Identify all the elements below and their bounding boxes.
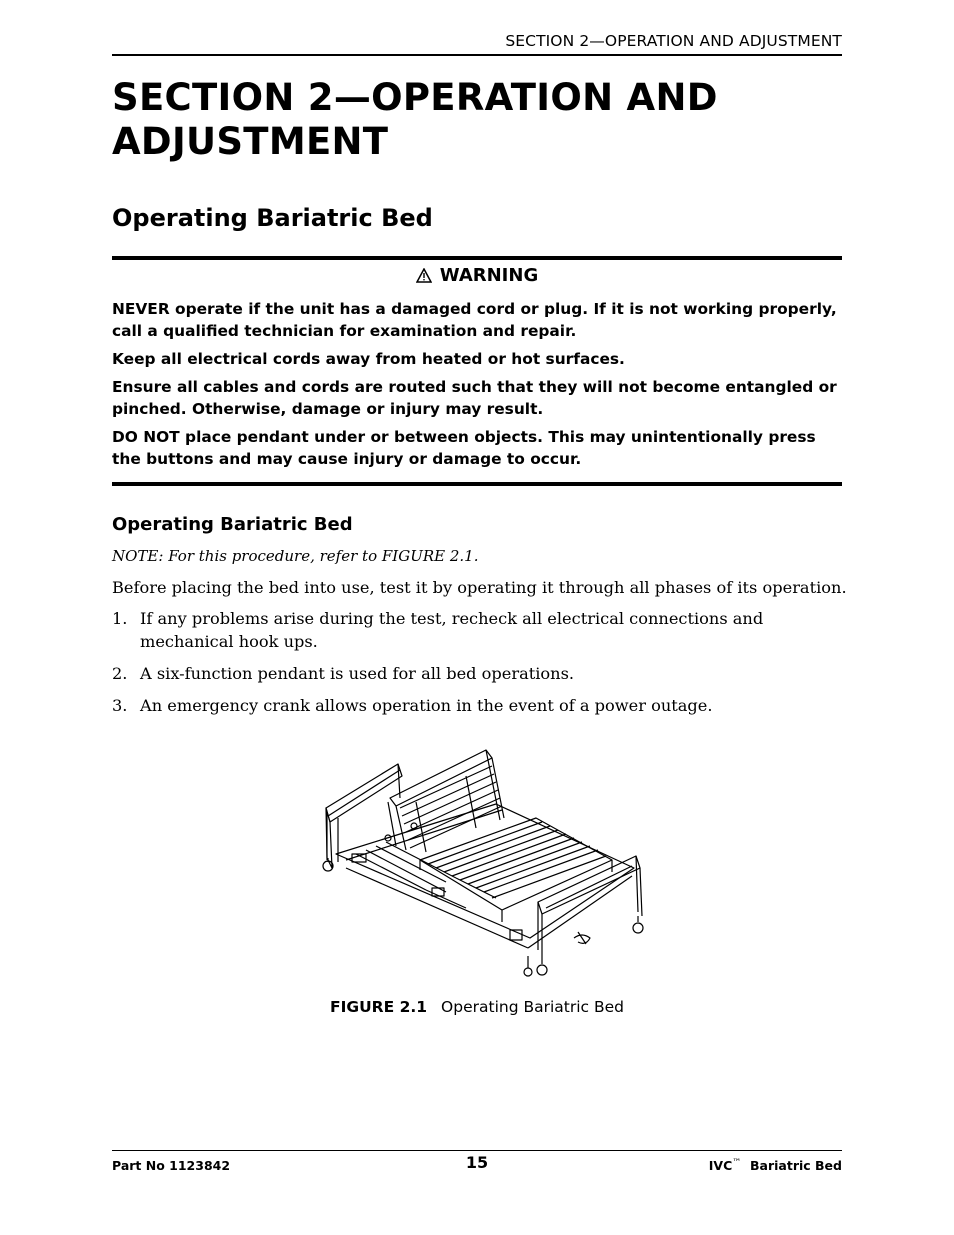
warning-block [112, 298, 842, 476]
warning-bottom-rule [112, 482, 842, 486]
warning-item: Ensure all cables and cords are routed such that they will not become entangled or pinched. Otherwise, damage or injury may result. [112, 378, 837, 418]
procedure-note: NOTE: For this procedure, refer to FIGURE 2.1. [112, 547, 479, 565]
page-number: 15 [465, 1153, 489, 1172]
warning-heading [112, 265, 842, 286]
list-item: 3. An emergency crank allows operation in the event of a power outage. [112, 696, 713, 715]
page-title-line-1: SECTION 2—OPERATION AND [112, 76, 718, 119]
warning-triangle-icon [416, 268, 432, 283]
header-rule [112, 54, 842, 56]
warning-heading-label: WARNING [439, 265, 539, 286]
figure-caption-text: Operating Bariatric Bed [441, 998, 624, 1016]
procedure-body [112, 545, 852, 726]
footer-rule [112, 1150, 842, 1151]
page-title [112, 76, 842, 164]
bariatric-bed-illustration [316, 742, 652, 988]
page-title-line-2: ADJUSTMENT [112, 120, 389, 163]
warning-item: Keep all electrical cords away from heated or hot surfaces. [112, 350, 625, 368]
footer-part-number: Part No 1123842 [112, 1158, 231, 1173]
procedure-heading: Operating Bariatric Bed [112, 514, 353, 535]
procedure-steps [112, 607, 852, 717]
warning-item: NEVER operate if the unit has a damaged cord or plug. If it is not working properly, call a qualified technician for examination and repair. [112, 300, 837, 340]
warning-item: DO NOT place pendant under or between objects. This may unintentionally press the buttons and may cause injury or damage to occur. [112, 428, 816, 468]
running-head: SECTION 2—OPERATION AND ADJUSTMENT [505, 32, 842, 50]
figure-caption [112, 998, 842, 1016]
footer-product: IVC™ Bariatric Bed [708, 1158, 842, 1173]
warning-top-rule [112, 256, 842, 260]
figure-label: FIGURE 2.1 [330, 998, 428, 1016]
list-item: 1. If any problems arise during the test, recheck all electrical connections and mechanical hook ups. [112, 609, 764, 651]
list-item: 2. A six-function pendant is used for all bed operations. [112, 664, 575, 683]
section-subtitle: Operating Bariatric Bed [112, 204, 433, 232]
procedure-intro: Before placing the bed into use, test it by operating it through all phases of its operation. [112, 578, 847, 597]
